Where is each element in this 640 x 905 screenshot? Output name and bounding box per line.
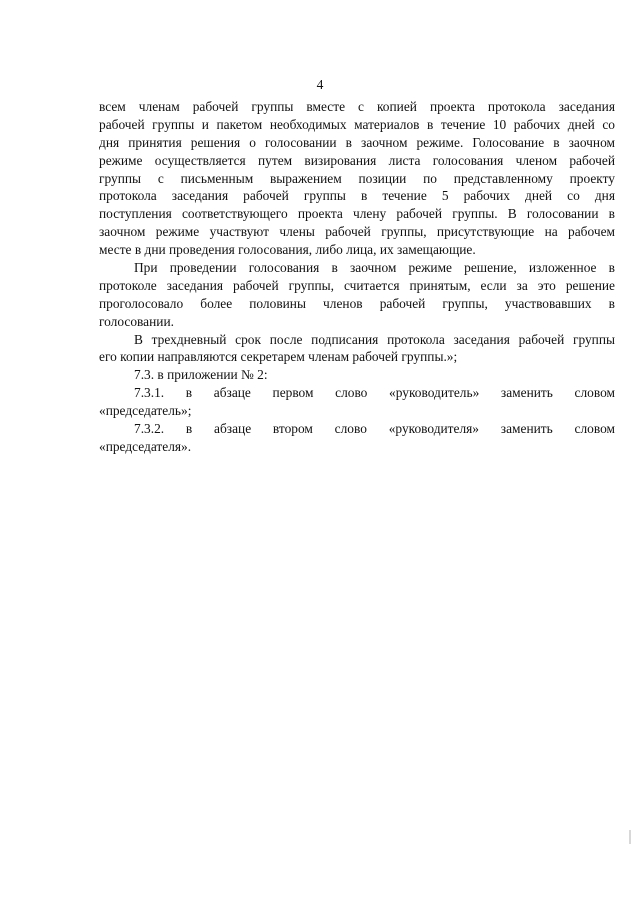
text-line: 7.3.2. в абзаце втором слово «руководителя» заменить словом xyxy=(134,421,615,437)
text-line: 7.3. в приложении № 2: xyxy=(134,367,268,383)
paragraph-7-3-1 xyxy=(99,384,615,420)
text-line: При проведении голосования в заочном режиме решение, изложенное в xyxy=(134,260,615,276)
paragraph-protocol-copies xyxy=(99,331,615,367)
text-line: заочном режиме участвуют члены рабочей группы, присутствующие на рабочем xyxy=(99,224,615,240)
text-line: всем членам рабочей группы вместе с копией проекта протокола заседания xyxy=(99,99,615,114)
text-line: В трехдневный срок после подписания протокола заседания рабочей группы xyxy=(134,331,615,347)
text-line: его копии направляются секретарем членам рабочей группы.»; xyxy=(99,349,458,365)
text-line: проголосовало более половины членов рабочей группы, участвовавших в xyxy=(99,295,615,311)
document-body xyxy=(99,98,615,456)
text-line: дня принятия решения о голосовании в заочном режиме. Голосование в заочном xyxy=(99,134,615,150)
scan-artifact xyxy=(629,830,631,844)
text-line: голосовании. xyxy=(99,313,174,329)
paragraph-voting-procedure xyxy=(99,98,615,259)
paragraph-7-3-2 xyxy=(99,420,615,456)
text-line: 7.3.1. в абзаце первом слово «руководитель» заменить словом xyxy=(134,385,615,401)
text-line: месте в дни проведения голосования, либо лица, их замещающие. xyxy=(99,242,476,258)
paragraph-appendix-2 xyxy=(99,366,615,384)
text-line: «председателя». xyxy=(99,438,192,454)
text-line: протоколе заседания рабочей группы, считается принятым, если за это решение xyxy=(99,277,615,293)
text-line: режиме осуществляется путем визирования листа голосования членом рабочей xyxy=(99,152,615,168)
text-line: поступления соответствующего проекта члену рабочей группы. В голосовании в xyxy=(99,206,615,222)
paragraph-decision-adoption xyxy=(99,259,615,331)
text-line: «председатель»; xyxy=(99,403,192,419)
text-line: группы с письменным выражением позиции по представленному проекту xyxy=(99,170,615,186)
text-line: протокола заседания рабочей группы в течение 5 рабочих дней со дня xyxy=(99,188,615,204)
page-number: 4 xyxy=(316,77,324,92)
text-line: рабочей группы и пакетом необходимых материалов в течение 10 рабочих дней со xyxy=(99,116,615,132)
